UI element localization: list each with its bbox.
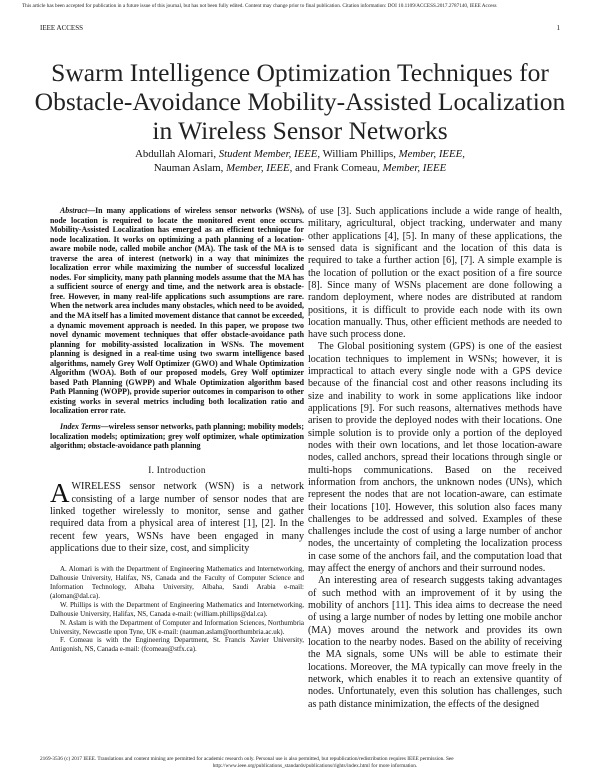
index-terms-lead: Index Terms: [60, 422, 101, 432]
author-name: Abdullah Alomari,: [135, 148, 217, 160]
drop-cap: A: [50, 478, 70, 509]
page-footer: [40, 756, 590, 770]
rights-link[interactable]: http://www.ieee.org/publications_standards/publications/rights/index.html for more information.: [212, 763, 418, 769]
abstract-lead: Abstract: [60, 206, 88, 215]
journal-name: IEEE ACCESS: [40, 24, 83, 32]
section-heading: I. Introduction: [148, 464, 206, 475]
author-role: Member, IEEE,: [398, 148, 465, 160]
author-role: Member, IEEE,: [226, 161, 293, 174]
author-name: and Frank Comeau,: [295, 161, 380, 174]
accepted-notice: This article has been accepted for publication in a future issue of this journal, but has not been fully edited. Content may change prior to final publication. Citation information: DOI 10.1109/ACCESS.2017.2787140, IEEE Access: [22, 3, 497, 9]
right-column: [308, 206, 562, 711]
body-paragraph: The Global positioning system (GPS) is one of the easiest location techniques to implement in WSNs; however, it is impractical to attach every single node with a GPS device because of the financial cost and other reasons including its size and inability to work in some applications like indoor applications [9]. For such reasons, alternatives methods have arisen to provide the deployed nodes with their locations. One simple solution is to provide only a portion of the deployed nodes with their own locations, and let those location-aware nodes, called anchors, spread their locations through single or multi-hops communications. Based on the received information from anchors, the unknown nodes (UNs), which represent the nodes that are not location-aware, can estimate their locations [10]. However, this solution also faces many challenges to be addressed and solved. Examples of these challenges include the cost of using a large number of anchor nodes, the uncertainty of completing the localization process in case some of the anchors fail, and the computation load that may affect the energy of anchors and their surround nodes.: [308, 341, 562, 575]
author-line-2: [40, 162, 560, 176]
paper-title: Swarm Intelligence Optimization Techniques for Obstacle-Avoidance Mobility-Assisted Localization in Wireless Sensor Networks: [34, 58, 566, 145]
abstract: [50, 206, 304, 416]
author-name: William Phillips,: [322, 148, 396, 160]
index-terms: [50, 422, 304, 451]
intro-paragraph: [50, 478, 304, 555]
index-terms-text: —wireless sensor networks, path planning; mobility models; localization models; optimization; grey wolf optimizer, whale optimization algorithm; obstacle-avoidance path planning: [50, 422, 304, 451]
author-line-1: [40, 148, 560, 162]
page-number: 1: [556, 24, 560, 32]
author-list: [40, 148, 560, 175]
author-role: Member, IEEE: [382, 161, 447, 174]
author-role: Student Member, IEEE,: [218, 148, 321, 160]
abstract-text: —In many applications of wireless sensor networks (WSNs), node location is required to locate the monitored event once occurs. Mobility-Assisted Localization has emerged as an efficient technique for node localization. It works on optimizing a path planning of a location-aware mobile node, called mobile anchor (MA). The task of the MA is to traverse the area of interest (network) in a way that minimizes the localization error while maximizing the number of successful localized nodes. For simplicity, many path planning models assume that the MA has a sufficient source of energy and time, and the network area is obstacle-free. However, in many real-life applications such assumptions are rare. When the network area includes many obstacles, which need to be avoided, and the MA itself has a limited movement distance that cannot be exceeded, a dynamic movement approach is needed. In this paper, we propose two novel dynamic movement techniques that offer obstacle-avoidance path planning for mobility-assisted localization in WSNs. The movement planning is designed in a real-time using two swarm intelligence based algorithms, namely Grey Wolf Optimizer (GWO) and Whale Optimization Algorithm (WOA). Both of our proposed models, Grey Wolf optimizer based Path Planning (GWPP) and Whale Optimization algorithm based Path Planning (WOPP), provide superior outcomes in comparison to other existing works in several metrics including both localization ratio and localization error rate.: [50, 206, 305, 416]
running-header: [40, 24, 560, 32]
footnote: F. Comeau is with the Engineering Department, St. Francis Xavier University, Antigonish, NS, Canada e-mail: (fcomeau@stfx.ca).: [50, 636, 304, 654]
body-paragraph: An interesting area of research suggests taking advantages of such method with an improvement of it by using the mobility of anchors [11]. This idea aims to decrease the need of using a large number of nodes by letting one mobile anchor (MA) moves around the network and provides its own location to the nearby nodes. Based on the ability of receiving the MA signals, some UNs will be able to estimate their locations. Moreover, the MA typically can move freely in the network, which enables it to reach an extensive quantity of nodes. Unfortunately, even this solution has challenges, such as path distance minimization, the effects of the designed: [308, 575, 562, 710]
body-paragraph: of use [3]. Such applications include a wide range of health, military, agricultural, object tracking, underwater and many other applications [4], [5]. In many of these applications, the sensed data is significant and the location of this data is required to take a further action [6], [7]. A simple example is the location of pollution or the exact position of a fire source [8]. Since many of WSNs placement are done following a random deployment, where nodes are distributed at random positions, it is difficult to provide each node with its own location manually. Thus, other efficient methods are needed to have such process done.: [308, 206, 562, 341]
footnote: A. Alomari is with the Department of Engineering Mathematics and Internetworking, Dalhousie University, Halifax, NS, Canada and the Faculty of Computer Science and Information Technology, Albaha University, Albaha, Saudi Arabia e-mail: (aloman@dal.ca).: [50, 565, 304, 600]
intro-text: WIRELESS sensor network (WSN) is a network consisting of a large number of sensor nodes that are linked together wirelessly to monitor, sense and gather required data from a physical area of interest [1], [2]. In the recent few years, WSNs have been engaged in many applications due to their size, cost, and simplicity: [50, 481, 304, 554]
footnotes: [50, 565, 304, 654]
footnote: N. Aslam is with the Department of Computer and Information Sciences, Northumbria University, Newcastle upon Tyne, UK e-mail: (nauman.aslam@northumbria.ac.uk).: [50, 618, 304, 636]
author-name: Nauman Aslam,: [153, 161, 224, 174]
left-column: [50, 206, 304, 654]
copyright-line: 2169-3536 (c) 2017 IEEE. Translations and content mining are permitted for academic research only. Personal use is also permitted, but republication/redistribution requires IEEE permission. See: [40, 756, 454, 762]
footnote: W. Phillips is with the Department of Engineering Mathematics and Internetworking, Dalhousie University, Halifax, NS, Canada e-mail: (william.phillips@dal.ca).: [50, 600, 304, 618]
